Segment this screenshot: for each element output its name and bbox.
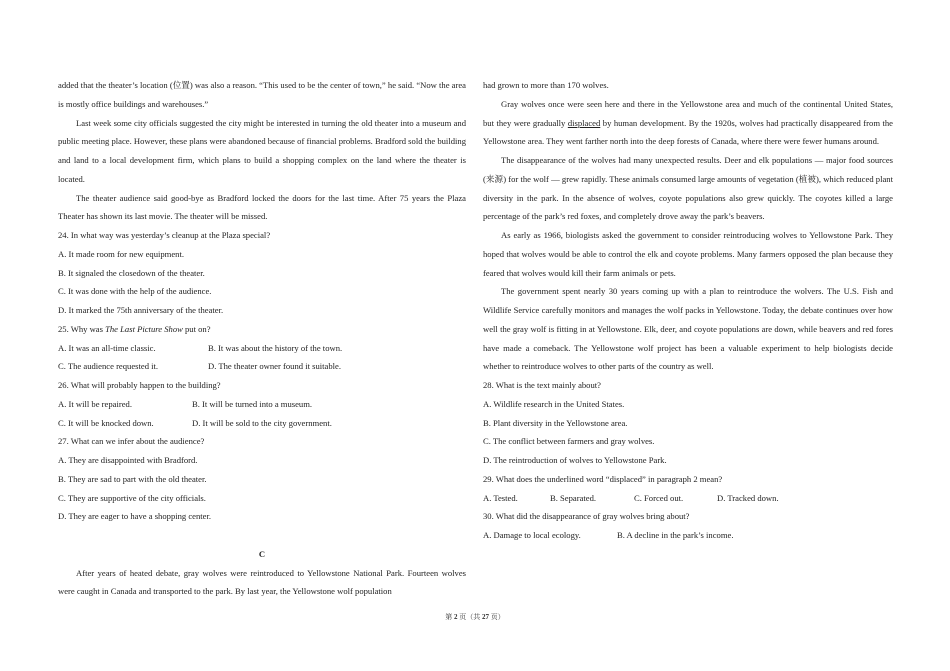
- underlined-word: displaced: [567, 117, 601, 128]
- section-c-heading: C: [258, 548, 266, 559]
- question-28: [483, 376, 893, 470]
- question-30: [483, 507, 893, 545]
- question-27-option-c: C. They are supportive of the city officials.: [58, 492, 206, 503]
- question-27: [58, 432, 466, 526]
- question-28-option-d: D. The reintroduction of wolves to Yellowstone Park.: [483, 455, 667, 465]
- question-26-option-d: D. It will be sold to the city government.: [192, 417, 332, 428]
- question-27-option-d: D. They are eager to have a shopping center.: [58, 511, 212, 522]
- left-paragraph-1: Last week some city officials suggested the city might be interested in turning the old theater into a museum and public meeting place. However, these plans were abandoned because of financial problems. Bradford sold the building and land to a local development firm, which plans to build a shopping complex on the land where the theater is located.: [58, 117, 466, 184]
- page-footer: 第 2 页（共 27 页）: [445, 613, 505, 621]
- question-24-stem: 24. In what way was yesterday’s cleanup at the Plaza special?: [58, 230, 271, 240]
- question-25-stem: 25. Why was The Last Picture Show put on?: [58, 323, 211, 334]
- question-29-option-b: B. Separated.: [550, 492, 597, 503]
- question-30-option-a: A. Damage to local ecology.: [483, 530, 581, 540]
- question-24-option-b: B. It signaled the closedown of the theater.: [58, 267, 205, 278]
- question-25-option-d: D. The theater owner found it suitable.: [208, 361, 342, 372]
- question-25-options-row-1: [58, 339, 466, 358]
- right-paragraph-2: The disappearance of the wolves had many unexpected results. Deer and elk populations — major food sources (来源) for the wolf — grew rapidly. These animals consumed large amounts of vegetation (植被), which reduced plant diversity in the park. In the absence of wolves, coyote populations also grew quickly. The coyotes killed a large percentage of the park’s red foxes, and completely drove away the park’s beavers.: [483, 155, 893, 222]
- question-25-option-c: C. The audience requested it.: [58, 361, 159, 372]
- question-27-stem: 27. What can we infer about the audience?: [58, 436, 205, 447]
- page-total: 27: [482, 613, 489, 621]
- left-column: [58, 76, 466, 601]
- right-paragraph-0: had grown to more than 170 wolves.: [483, 80, 609, 90]
- question-30-stem: 30. What did the disappearance of gray wolves bring about?: [483, 511, 690, 522]
- left-paragraph-3: After years of heated debate, gray wolves were reintroduced to Yellowstone National Park. Fourteen wolves were caught in Canada and transported to the park. By last year, the Yellowstone wolf population: [58, 567, 466, 597]
- question-26-options-row-1: [58, 395, 466, 414]
- right-paragraph-4: The government spent nearly 30 years coming up with a plan to reintroduce the wolvers. The U.S. Fish and Wildlife Service carefully monitors and manages the wolf packs in Yellowstone. Today, the debate continues over how well the gray wolf is fitting in at Yellowstone. Elk, deer, and coyote populations are down, while beavers and red fores have made a comeback. The Yellowstone wolf project has been a valuable experiment to help biologists decide whether to reintroduce wolves to other parts of the country as well.: [483, 286, 893, 372]
- question-29-option-a: A. Tested.: [483, 492, 518, 503]
- question-28-option-c: C. The conflict between farmers and gray wolves.: [483, 436, 655, 447]
- question-28-stem: 28. What is the text mainly about?: [483, 380, 601, 390]
- right-paragraph-3: As early as 1966, biologists asked the government to consider reintroducing wolves to Yellowstone Park. They hoped that wolves would be able to control the elk and coyote problems. Many farmers opposed the plan because they feared that wolves would kill their farm animals or pets.: [483, 230, 893, 278]
- question-25-option-a: A. It was an all-time classic.: [58, 342, 156, 353]
- question-27-option-b: B. They are sad to part with the old theater.: [58, 473, 207, 484]
- page-number: 2: [454, 613, 458, 621]
- question-29-option-d: D. Tracked down.: [717, 492, 779, 503]
- question-24-option-c: C. It was done with the help of the audience.: [58, 286, 212, 297]
- question-27-option-a: A. They are disappointed with Bradford.: [58, 455, 198, 465]
- question-26-option-c: C. It will be knocked down.: [58, 417, 154, 428]
- question-30-options: [483, 526, 893, 545]
- right-paragraph-1: Gray wolves once were seen here and there in the Yellowstone area and much of the continental United States, but they were gradually displaced by human development. By the 1920s, wolves had practically disappeared from the Yellowstone area. They went farther north into the deep forests of Canada, where there were fewer humans around.: [483, 98, 893, 147]
- question-24-option-d: D. It marked the 75th anniversary of the theater.: [58, 305, 224, 315]
- spacer: [58, 526, 466, 545]
- question-24-option-a: A. It made room for new equipment.: [58, 248, 185, 259]
- question-26: [58, 376, 466, 432]
- question-25-option-b: B. It was about the history of the town.: [208, 342, 343, 353]
- question-29-option-c: C. Forced out.: [634, 492, 684, 503]
- question-24: [58, 226, 466, 320]
- question-25-options-row-2: [58, 357, 466, 376]
- movie-title: The Last Picture Show: [105, 323, 183, 334]
- question-26-stem: 26. What will probably happen to the building?: [58, 380, 221, 390]
- question-29: [483, 470, 893, 508]
- question-26-option-b: B. It will be turned into a museum.: [192, 398, 313, 409]
- question-26-options-row-2: [58, 414, 466, 433]
- right-column: [483, 76, 893, 545]
- question-29-stem: 29. What does the underlined word “displaced” in paragraph 2 mean?: [483, 473, 723, 484]
- question-28-option-a: A. Wildlife research in the United States.: [483, 398, 625, 409]
- question-28-option-b: B. Plant diversity in the Yellowstone area.: [483, 417, 628, 428]
- question-29-options: [483, 489, 893, 508]
- question-25: [58, 320, 466, 376]
- question-26-option-a: A. It will be repaired.: [58, 398, 132, 409]
- question-30-option-b: B. A decline in the park’s income.: [617, 530, 734, 540]
- left-paragraph-2: The theater audience said good-bye as Bradford locked the doors for the last time. After 75 years the Plaza Theater has shown its last movie. The theater will be missed.: [58, 192, 466, 222]
- left-paragraph-0: added that the theater’s location (位置) was also a reason. “This used to be the center of town,” he said. “Now the area is mostly office buildings and warehouses.”: [58, 80, 466, 109]
